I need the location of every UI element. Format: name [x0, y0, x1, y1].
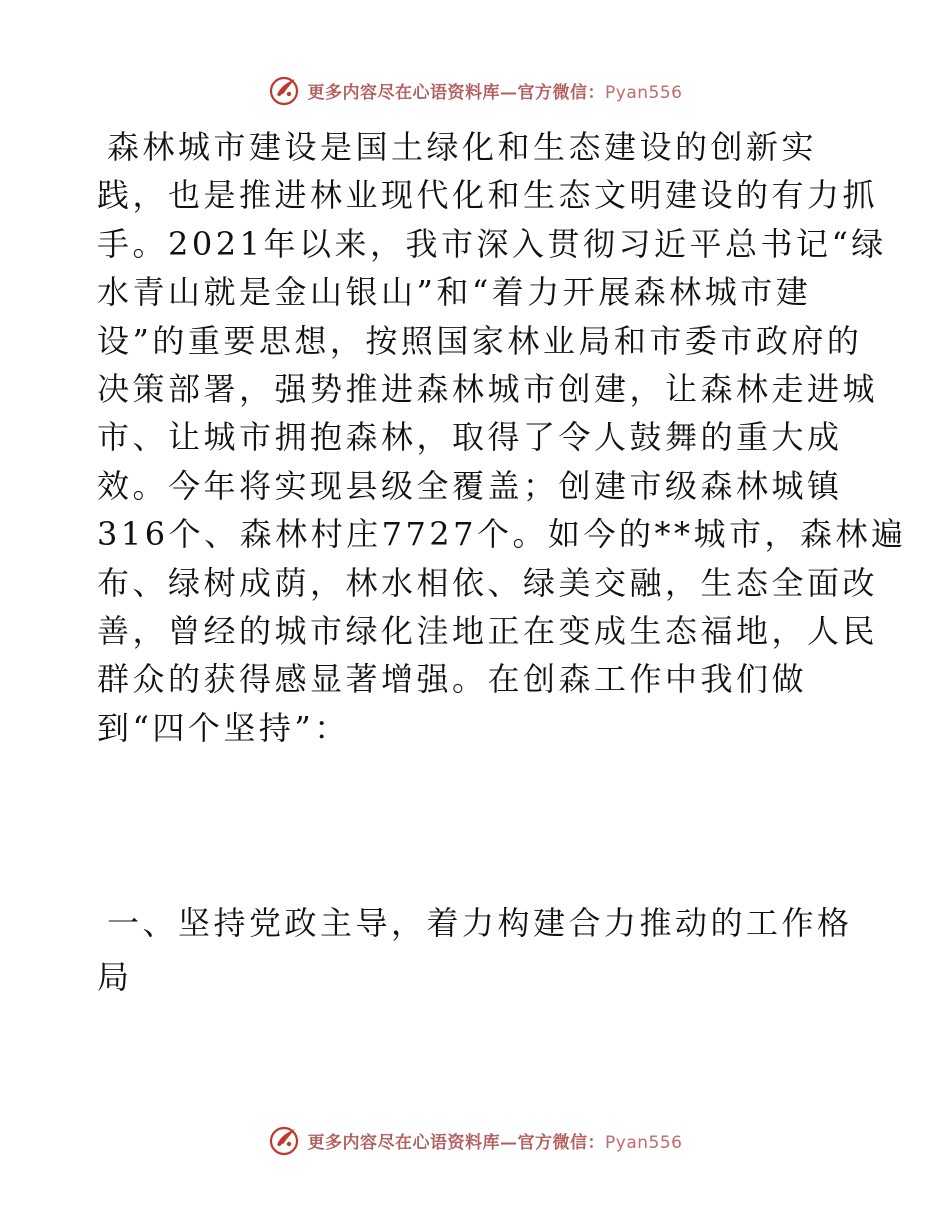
header-banner-text: 更多内容尽在心语资料库—官方微信：Pyan556 — [307, 82, 683, 103]
body-line: 群众的获得感显著增强。在创森工作中我们做 — [97, 660, 808, 699]
header-watermark-banner — [0, 70, 950, 110]
section-heading — [97, 896, 867, 1004]
body-line: 水青山就是金山银山”和“着力开展森林城市建 — [97, 273, 812, 312]
body-line: 市、让城市拥抱森林，取得了令人鼓舞的重大成 — [97, 418, 843, 457]
body-line: 森林城市建设是国土绿化和生态建设的创新实 — [107, 128, 818, 166]
heading-line: 局 — [97, 958, 133, 996]
document-body — [97, 123, 907, 752]
body-line: 决策部署，强势推进森林城市创建，让森林走进城 — [97, 369, 879, 408]
body-line: 践，也是推进林业现代化和生态文明建设的有力抓 — [97, 176, 879, 215]
heading-line: 一、坚持党政主导，着力构建合力推动的工作格 — [107, 904, 853, 942]
footer-wechat-id: Pyan556 — [605, 1132, 683, 1153]
footer-watermark-banner — [0, 1120, 950, 1160]
header-wechat-id: Pyan556 — [605, 82, 683, 103]
body-line: 效。今年将实现县级全覆盖；创建市级森林城镇 — [97, 466, 843, 505]
body-line: 设”的重要思想，按照国家林业局和市委市政府的 — [97, 321, 863, 360]
body-line: 到“四个坚持”： — [97, 708, 350, 747]
body-line: 316个、森林村庄7727个。如今的**城市，森林遍 — [97, 515, 907, 554]
body-line: 布、绿树成荫，林水相依、绿美交融，生态全面改 — [97, 563, 879, 602]
brand-logo-icon — [268, 1123, 302, 1157]
body-line: 手。2021年以来，我市深入贯彻习近平总书记“绿 — [97, 224, 887, 263]
footer-banner-text: 更多内容尽在心语资料库—官方微信：Pyan556 — [307, 1132, 683, 1153]
brand-logo-icon — [268, 73, 302, 107]
body-line: 善，曾经的城市绿化洼地正在变成生态福地，人民 — [97, 611, 879, 650]
